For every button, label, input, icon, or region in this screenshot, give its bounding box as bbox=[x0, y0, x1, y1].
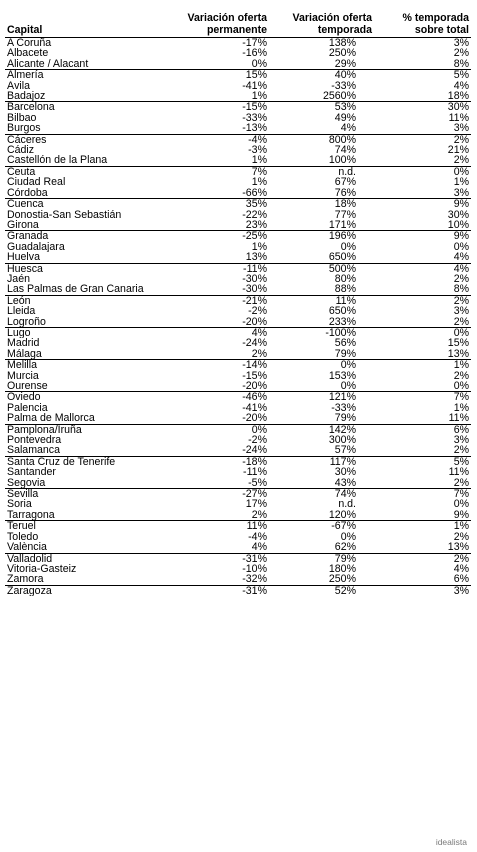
cell-seasonal-variation: 56% bbox=[334, 338, 356, 349]
table-row bbox=[5, 123, 471, 134]
cell-seasonal-variation: 117% bbox=[269, 456, 374, 467]
cell-seasonal-variation: 2560% bbox=[323, 91, 356, 102]
cell-seasonal-share: 2% bbox=[453, 445, 469, 457]
table-row bbox=[5, 478, 471, 489]
cell-capital: Huelva bbox=[7, 252, 40, 264]
table-row bbox=[5, 210, 471, 220]
table-row bbox=[5, 424, 471, 435]
header-permanent-line2: permanente bbox=[206, 23, 267, 36]
cell-seasonal-share: 30% bbox=[374, 102, 471, 113]
cell-seasonal-share: 6% bbox=[453, 574, 469, 586]
cell-seasonal-share: 4% bbox=[374, 263, 471, 274]
header-row bbox=[5, 10, 471, 38]
cell-seasonal-variation: 57% bbox=[334, 445, 356, 457]
cell-seasonal-variation: 74% bbox=[269, 489, 374, 500]
cell-seasonal-share: 2% bbox=[374, 553, 471, 564]
cell-capital: Segovia bbox=[7, 477, 46, 489]
table-row bbox=[5, 231, 471, 242]
cell-permanent-variation: 2% bbox=[251, 348, 267, 360]
cell-seasonal-share: 7% bbox=[374, 489, 471, 500]
cell-seasonal-variation: 18% bbox=[269, 199, 374, 210]
cell-permanent-variation: -20% bbox=[242, 413, 267, 425]
cell-seasonal-share: 2% bbox=[453, 316, 469, 328]
cell-permanent-variation: 4% bbox=[162, 327, 269, 338]
table-row bbox=[5, 134, 471, 145]
cell-seasonal-share: 15% bbox=[447, 338, 469, 349]
cell-permanent-variation: -3% bbox=[248, 145, 267, 156]
cell-seasonal-variation: 11% bbox=[269, 295, 374, 306]
cell-capital: Huesca bbox=[5, 263, 162, 274]
table-row bbox=[5, 199, 471, 210]
cell-capital: Ciudad Real bbox=[7, 177, 66, 188]
cell-seasonal-share: 7% bbox=[374, 392, 471, 403]
cell-seasonal-share: 3% bbox=[453, 306, 469, 317]
table-row bbox=[5, 317, 471, 328]
cell-permanent-variation: 7% bbox=[162, 166, 269, 177]
header-share-line2: sobre total bbox=[414, 23, 469, 36]
cell-capital: Burgos bbox=[7, 123, 41, 135]
table-row bbox=[5, 542, 471, 553]
cell-capital: Cádiz bbox=[7, 145, 35, 156]
cell-permanent-variation: -31% bbox=[162, 585, 269, 596]
cell-permanent-variation: 4% bbox=[251, 542, 267, 553]
cell-seasonal-variation: 77% bbox=[334, 209, 356, 220]
cell-seasonal-variation: 250% bbox=[328, 574, 356, 586]
cell-permanent-variation: 0% bbox=[162, 424, 269, 435]
cell-permanent-variation: 11% bbox=[162, 521, 269, 532]
cell-capital: Santa Cruz de Tenerife bbox=[5, 456, 162, 467]
cell-capital: Santander bbox=[7, 467, 56, 478]
cell-seasonal-share: 3% bbox=[453, 435, 469, 446]
cell-permanent-variation: -66% bbox=[242, 187, 267, 199]
cell-seasonal-share: 11% bbox=[448, 112, 469, 124]
cell-seasonal-variation: n.d. bbox=[338, 499, 356, 510]
cell-permanent-variation: -10% bbox=[242, 563, 267, 575]
capitals-table bbox=[5, 10, 471, 596]
cell-seasonal-share: 0% bbox=[453, 381, 469, 392]
cell-capital: Jaén bbox=[7, 273, 30, 285]
cell-permanent-variation: -4% bbox=[248, 531, 267, 543]
cell-permanent-variation: 2% bbox=[251, 509, 267, 521]
cell-capital: Pamplona/Iruña bbox=[5, 424, 162, 435]
cell-seasonal-variation: 120% bbox=[328, 509, 356, 521]
cell-seasonal-share: 3% bbox=[453, 37, 469, 49]
cell-capital: Salamanca bbox=[7, 445, 60, 457]
cell-seasonal-variation: 53% bbox=[269, 102, 374, 113]
cell-permanent-variation: -18% bbox=[162, 456, 269, 467]
cell-permanent-variation: 13% bbox=[245, 252, 267, 264]
cell-capital: Cuenca bbox=[5, 199, 162, 210]
cell-seasonal-share: 2% bbox=[453, 531, 469, 543]
cell-capital: Tarragona bbox=[7, 509, 55, 521]
cell-permanent-variation: -21% bbox=[162, 295, 269, 306]
cell-seasonal-variation: 79% bbox=[269, 553, 374, 564]
cell-capital: Madrid bbox=[7, 338, 40, 349]
table-row bbox=[5, 553, 471, 564]
cell-seasonal-variation: 650% bbox=[328, 252, 356, 264]
table-row bbox=[5, 499, 471, 509]
cell-capital: Sevilla bbox=[5, 489, 162, 500]
cell-permanent-variation: -30% bbox=[242, 284, 267, 296]
cell-capital: Melilla bbox=[5, 360, 162, 371]
cell-seasonal-share: 13% bbox=[447, 542, 469, 553]
cell-capital: Toledo bbox=[7, 531, 39, 543]
cell-seasonal-variation: 171% bbox=[328, 219, 356, 231]
cell-seasonal-share: 11% bbox=[448, 413, 469, 425]
header-seasonal-line2: temporada bbox=[317, 23, 372, 36]
table-row bbox=[5, 188, 471, 199]
cell-seasonal-variation: 0% bbox=[340, 531, 356, 543]
table-row bbox=[5, 295, 471, 306]
cell-seasonal-variation: 76% bbox=[334, 187, 356, 199]
cell-capital: Zaragoza bbox=[5, 585, 162, 596]
table-row bbox=[5, 413, 471, 424]
cell-capital: Logroño bbox=[7, 316, 46, 328]
cell-seasonal-variation: 88% bbox=[334, 284, 356, 296]
cell-seasonal-variation: 196% bbox=[269, 231, 374, 242]
cell-seasonal-share: 3% bbox=[453, 187, 469, 199]
table-row bbox=[5, 102, 471, 113]
cell-permanent-variation: -13% bbox=[242, 123, 267, 135]
table-row bbox=[5, 349, 471, 360]
table-row bbox=[5, 306, 471, 316]
cell-seasonal-variation: 138% bbox=[328, 37, 356, 49]
cell-capital: Granada bbox=[5, 231, 162, 242]
cell-seasonal-share: 9% bbox=[374, 231, 471, 242]
cell-capital: Ceuta bbox=[5, 166, 162, 177]
cell-seasonal-share: 3% bbox=[453, 123, 469, 135]
table-row bbox=[5, 38, 471, 49]
cell-permanent-variation: -25% bbox=[162, 231, 269, 242]
table-row bbox=[5, 59, 471, 70]
cell-seasonal-variation: -33% bbox=[331, 80, 356, 92]
table-row bbox=[5, 284, 471, 295]
cell-permanent-variation: -41% bbox=[242, 80, 267, 92]
table-row bbox=[5, 263, 471, 274]
cell-seasonal-share: 0% bbox=[453, 499, 469, 510]
cell-seasonal-variation: 250% bbox=[328, 48, 356, 59]
cell-permanent-variation: -33% bbox=[242, 112, 267, 124]
cell-capital: Badajoz bbox=[7, 91, 46, 102]
cell-seasonal-variation: 500% bbox=[269, 263, 374, 274]
cell-capital: A Coruña bbox=[7, 37, 52, 49]
cell-seasonal-variation: 79% bbox=[334, 348, 356, 360]
cell-permanent-variation: 23% bbox=[245, 219, 267, 231]
cell-permanent-variation: -2% bbox=[248, 435, 267, 446]
cell-permanent-variation: -11% bbox=[243, 467, 267, 478]
table-row bbox=[5, 467, 471, 477]
table-row bbox=[5, 381, 471, 392]
cell-seasonal-variation: 74% bbox=[334, 145, 356, 156]
cell-permanent-variation: -22% bbox=[242, 209, 267, 220]
cell-permanent-variation: -17% bbox=[242, 37, 267, 49]
cell-seasonal-share: 9% bbox=[374, 199, 471, 210]
cell-seasonal-share: 4% bbox=[453, 80, 469, 92]
cell-permanent-variation: -20% bbox=[242, 381, 267, 392]
cell-seasonal-share: 6% bbox=[374, 424, 471, 435]
source-label: idealista bbox=[435, 837, 467, 847]
cell-seasonal-variation: 80% bbox=[334, 273, 356, 285]
table-row bbox=[5, 564, 471, 574]
cell-permanent-variation: -24% bbox=[242, 338, 267, 349]
cell-seasonal-variation: 0% bbox=[340, 241, 356, 253]
cell-capital: Lleida bbox=[7, 306, 36, 317]
cell-permanent-variation: 1% bbox=[251, 177, 267, 188]
table-row bbox=[5, 338, 471, 348]
cell-seasonal-variation: 0% bbox=[269, 360, 374, 371]
cell-seasonal-share: 8% bbox=[453, 284, 469, 296]
cell-seasonal-share: 3% bbox=[374, 585, 471, 596]
header-capital: Capital bbox=[7, 23, 43, 36]
cell-seasonal-share: 5% bbox=[374, 456, 471, 467]
cell-capital: Teruel bbox=[5, 521, 162, 532]
table-row bbox=[5, 574, 471, 585]
cell-permanent-variation: -27% bbox=[162, 489, 269, 500]
header-seasonal-share bbox=[374, 10, 471, 38]
cell-capital: Oviedo bbox=[5, 392, 162, 403]
table-row bbox=[5, 510, 471, 521]
cell-seasonal-variation: 0% bbox=[340, 381, 356, 392]
cell-capital: Guadalajara bbox=[7, 241, 65, 253]
cell-permanent-variation: -20% bbox=[242, 316, 267, 328]
cell-capital: València bbox=[7, 542, 47, 553]
cell-permanent-variation: 1% bbox=[251, 155, 267, 167]
cell-permanent-variation: 17% bbox=[245, 499, 267, 510]
table-row bbox=[5, 252, 471, 263]
cell-permanent-variation: -46% bbox=[162, 392, 269, 403]
cell-capital: Murcia bbox=[7, 370, 39, 381]
cell-capital: Málaga bbox=[7, 348, 42, 360]
cell-seasonal-share: 30% bbox=[447, 209, 469, 220]
cell-seasonal-share: 2% bbox=[453, 477, 469, 489]
cell-capital: Almería bbox=[5, 70, 162, 81]
table-row bbox=[5, 113, 471, 123]
cell-capital: Vitoria-Gasteiz bbox=[7, 563, 77, 575]
cell-seasonal-share: 4% bbox=[453, 252, 469, 264]
cell-seasonal-share: 5% bbox=[374, 70, 471, 81]
cell-permanent-variation: -31% bbox=[162, 553, 269, 564]
cell-seasonal-share: 2% bbox=[453, 273, 469, 285]
cell-seasonal-share: 2% bbox=[374, 295, 471, 306]
table-row bbox=[5, 91, 471, 102]
table-row bbox=[5, 585, 471, 596]
table-row bbox=[5, 70, 471, 81]
cell-seasonal-variation: 52% bbox=[269, 585, 374, 596]
cell-seasonal-variation: 67% bbox=[334, 177, 356, 188]
cell-seasonal-share: 1% bbox=[453, 177, 469, 188]
cell-seasonal-share: 10% bbox=[447, 219, 469, 231]
cell-capital: Córdoba bbox=[7, 187, 48, 199]
table-row bbox=[5, 521, 471, 532]
table-row bbox=[5, 327, 471, 338]
cell-permanent-variation: -15% bbox=[162, 102, 269, 113]
cell-seasonal-variation: 300% bbox=[328, 435, 356, 446]
cell-seasonal-variation: n.d. bbox=[269, 166, 374, 177]
cell-seasonal-variation: 43% bbox=[334, 477, 356, 489]
cell-seasonal-share: 0% bbox=[374, 166, 471, 177]
cell-permanent-variation: -32% bbox=[242, 574, 267, 586]
cell-permanent-variation: -5% bbox=[248, 477, 267, 489]
cell-seasonal-variation: 121% bbox=[269, 392, 374, 403]
table-body bbox=[5, 38, 471, 597]
table-row bbox=[5, 403, 471, 413]
table-row bbox=[5, 274, 471, 284]
table-row bbox=[5, 177, 471, 187]
cell-seasonal-share: 1% bbox=[374, 360, 471, 371]
table-row bbox=[5, 360, 471, 371]
table-row bbox=[5, 220, 471, 231]
cell-permanent-variation: -15% bbox=[242, 370, 267, 381]
table-row bbox=[5, 81, 471, 91]
table-header bbox=[5, 10, 471, 38]
cell-permanent-variation: 15% bbox=[162, 70, 269, 81]
cell-seasonal-share: 18% bbox=[447, 91, 469, 102]
cell-permanent-variation: 0% bbox=[251, 58, 267, 70]
cell-capital: Ávila bbox=[7, 80, 30, 92]
cell-permanent-variation: -41% bbox=[242, 402, 267, 414]
cell-capital: Lugo bbox=[5, 327, 162, 338]
cell-seasonal-variation: 29% bbox=[334, 58, 356, 70]
table-row bbox=[5, 456, 471, 467]
cell-permanent-variation: -16% bbox=[242, 48, 267, 59]
cell-capital: Zamora bbox=[7, 574, 44, 586]
cell-seasonal-variation: 142% bbox=[269, 424, 374, 435]
cell-seasonal-variation: 180% bbox=[328, 563, 356, 575]
cell-seasonal-variation: 153% bbox=[328, 370, 356, 381]
cell-permanent-variation: -30% bbox=[242, 273, 267, 285]
cell-seasonal-variation: 4% bbox=[340, 123, 356, 135]
cell-seasonal-variation: 62% bbox=[334, 542, 356, 553]
header-permanent-line1: Variación oferta bbox=[187, 12, 267, 24]
cell-seasonal-share: 8% bbox=[453, 58, 469, 70]
cell-seasonal-share: 0% bbox=[374, 327, 471, 338]
cell-capital: León bbox=[5, 295, 162, 306]
cell-seasonal-share: 13% bbox=[447, 348, 469, 360]
cell-seasonal-variation: 233% bbox=[328, 316, 356, 328]
cell-capital: Palma de Mallorca bbox=[7, 413, 95, 425]
table-row bbox=[5, 445, 471, 456]
cell-seasonal-variation: 40% bbox=[269, 70, 374, 81]
cell-capital: Castellón de la Plana bbox=[7, 155, 108, 167]
cell-permanent-variation: -2% bbox=[248, 306, 267, 317]
cell-seasonal-variation: -67% bbox=[269, 521, 374, 532]
cell-seasonal-share: 9% bbox=[453, 509, 469, 521]
cell-capital: Ourense bbox=[7, 381, 48, 392]
cell-seasonal-variation: 30% bbox=[334, 467, 356, 478]
header-share-line1: % temporada bbox=[402, 12, 469, 24]
cell-seasonal-variation: -100% bbox=[269, 327, 374, 338]
cell-seasonal-share: 1% bbox=[374, 521, 471, 532]
table-row bbox=[5, 166, 471, 177]
cell-permanent-variation: -11% bbox=[162, 263, 269, 274]
cell-seasonal-share: 11% bbox=[448, 467, 469, 478]
cell-seasonal-share: 21% bbox=[447, 145, 469, 156]
header-seasonal-variation bbox=[269, 10, 374, 38]
cell-seasonal-share: 2% bbox=[374, 134, 471, 145]
cell-seasonal-variation: 49% bbox=[334, 112, 356, 124]
table-row bbox=[5, 532, 471, 542]
table-row bbox=[5, 155, 471, 166]
cell-capital: Albacete bbox=[7, 48, 49, 59]
table-row bbox=[5, 371, 471, 381]
table-row bbox=[5, 489, 471, 500]
header-permanent-variation bbox=[162, 10, 269, 38]
header-seasonal-line1: Variación oferta bbox=[292, 12, 372, 24]
cell-seasonal-share: 4% bbox=[453, 563, 469, 575]
cell-seasonal-share: 2% bbox=[453, 370, 469, 381]
cell-seasonal-share: 2% bbox=[453, 155, 469, 167]
cell-capital: Alicante / Alacant bbox=[7, 58, 89, 70]
cell-seasonal-variation: 650% bbox=[328, 306, 356, 317]
table-row bbox=[5, 48, 471, 58]
cell-seasonal-variation: -33% bbox=[331, 402, 356, 414]
cell-permanent-variation: 1% bbox=[251, 91, 267, 102]
table-row bbox=[5, 392, 471, 403]
cell-permanent-variation: 1% bbox=[251, 241, 267, 253]
cell-permanent-variation: 35% bbox=[162, 199, 269, 210]
table-row bbox=[5, 435, 471, 445]
cell-capital: Pontevedra bbox=[7, 435, 62, 446]
cell-seasonal-variation: 79% bbox=[334, 413, 356, 425]
cell-seasonal-share: 1% bbox=[453, 402, 469, 414]
table-row bbox=[5, 242, 471, 252]
cell-capital: Soria bbox=[7, 499, 32, 510]
cell-permanent-variation: -4% bbox=[162, 134, 269, 145]
cell-capital: Cáceres bbox=[5, 134, 162, 145]
cell-seasonal-share: 0% bbox=[453, 241, 469, 253]
cell-seasonal-variation: 100% bbox=[328, 155, 356, 167]
cell-capital: Donostia-San Sebastián bbox=[7, 209, 122, 220]
cell-permanent-variation: -24% bbox=[242, 445, 267, 457]
cell-capital: Barcelona bbox=[5, 102, 162, 113]
cell-seasonal-share: 2% bbox=[453, 48, 469, 59]
cell-capital: Las Palmas de Gran Canaria bbox=[7, 284, 144, 296]
cell-capital: Girona bbox=[7, 219, 39, 231]
table-row bbox=[5, 145, 471, 155]
cell-capital: Bilbao bbox=[7, 112, 37, 124]
cell-capital: Valladolid bbox=[5, 553, 162, 564]
cell-permanent-variation: -14% bbox=[162, 360, 269, 371]
cell-seasonal-variation: 800% bbox=[269, 134, 374, 145]
cell-capital: Palencia bbox=[7, 402, 48, 414]
